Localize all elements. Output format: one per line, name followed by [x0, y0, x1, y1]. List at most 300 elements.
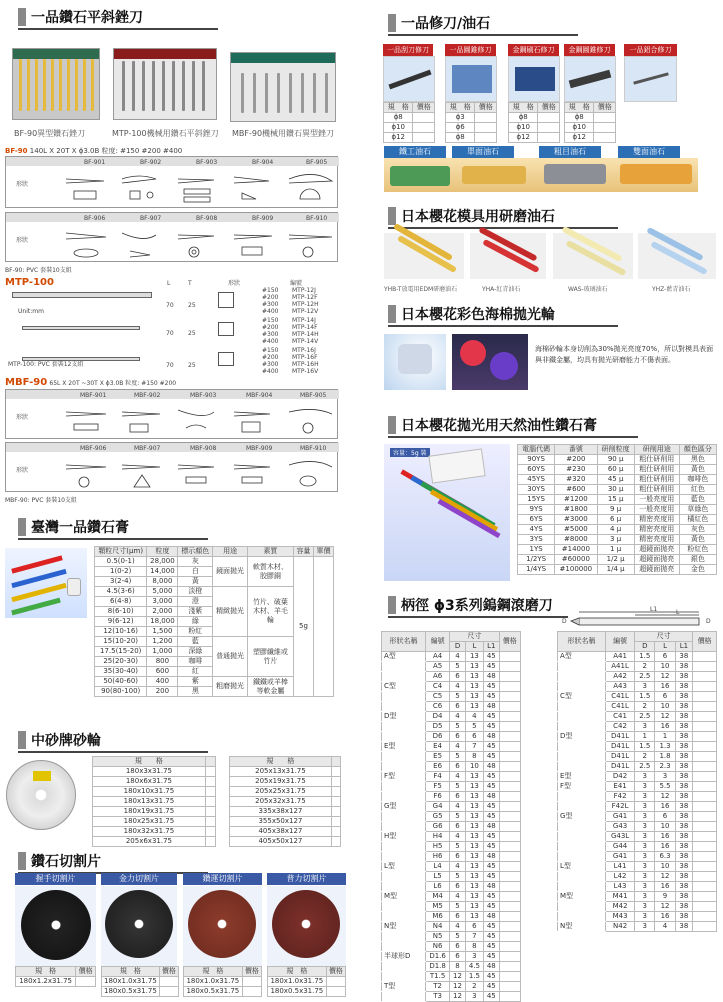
cell: 13 [465, 702, 483, 712]
table-row [558, 812, 717, 822]
cell: 12 [655, 712, 675, 722]
cell: 6 [450, 672, 466, 682]
cell: 45 [483, 712, 499, 722]
cell: D1.6 [426, 952, 450, 962]
cell: 4 [655, 922, 675, 932]
price-cell [499, 812, 520, 822]
th-D: D [635, 642, 655, 652]
mtp-col-shape: 形狀 [228, 280, 241, 287]
shape-name [558, 682, 606, 692]
cell: 13 [465, 812, 483, 822]
th-price: 價格 [242, 967, 261, 977]
price-cell [499, 842, 520, 852]
th-spec: 規 格 [102, 967, 160, 977]
bf90-caption: BF-90異型鑽石銼刀 [14, 129, 86, 138]
cell: 金色 [679, 565, 716, 575]
sponge-wheel-image-1 [384, 334, 446, 390]
cell: 4YS [518, 525, 555, 535]
table-row [558, 742, 717, 752]
cell: E4 [426, 742, 450, 752]
mtp-row2-codes: MTP-14J MTP-14F MTP-14H MTP-14V [292, 317, 319, 345]
table-row [382, 872, 521, 882]
cell: 38 [675, 922, 692, 932]
cell: M43 [606, 912, 635, 922]
cell: D5 [426, 722, 450, 732]
table-row [565, 123, 616, 133]
price-cell [693, 762, 717, 772]
shape-name [382, 692, 426, 702]
cell: 5 [450, 902, 466, 912]
table-row [95, 557, 334, 567]
table-row [382, 862, 521, 872]
shape-name [558, 762, 606, 772]
cell: #3000 [555, 515, 597, 525]
mtp-row2-profile [218, 322, 234, 336]
wheel-spec: 180x3x31.75 [93, 767, 206, 777]
cell: 0.5(0-1) [95, 557, 147, 567]
cell: 深綠 [178, 647, 213, 657]
cell: 10 [655, 822, 675, 832]
cell: 6(4-8) [95, 597, 147, 607]
table-row [382, 802, 521, 812]
scraper-tab-3: 金鋼刷石修刀 [508, 44, 559, 56]
th-price: 價格 [594, 103, 616, 113]
cell: 5 [450, 782, 466, 792]
cell: 5 [450, 932, 466, 942]
price-cell [499, 742, 520, 752]
cell: 16 [655, 912, 675, 922]
cell: N6 [426, 942, 450, 952]
cell: 1.5 [635, 692, 655, 702]
price-cell [499, 722, 520, 732]
cell: 4 [450, 742, 466, 752]
cell: 13 [465, 772, 483, 782]
cell: 3 [465, 952, 483, 962]
cell: 6 [655, 652, 675, 662]
table-row [558, 672, 717, 682]
cell: 粗仕研削用 [634, 485, 679, 495]
cell: 12 [450, 972, 466, 982]
shape-name: G型 [558, 812, 606, 822]
section-title-tw-paste: 臺灣一品鑽石膏 [18, 516, 208, 538]
table-row [558, 712, 717, 722]
cell: #100000 [555, 565, 597, 575]
cell: 3 [635, 722, 655, 732]
cell: #230 [555, 465, 597, 475]
cell: 黑 [178, 687, 213, 697]
table-row [382, 832, 521, 842]
cell: 4 [450, 682, 466, 692]
cell: 13 [465, 662, 483, 672]
bf90-note: BF-90: PVC 套裝10支組 [5, 267, 72, 274]
cell: 灰 [178, 557, 213, 567]
cell: L43 [606, 882, 635, 892]
wheel-spec: 180x6x31.75 [93, 777, 206, 787]
th-price: 價格 [76, 967, 96, 977]
price-cell [499, 962, 520, 972]
table-row [382, 732, 521, 742]
cell: 38 [675, 802, 692, 812]
cell: 3 [635, 822, 655, 832]
shape-name [382, 782, 426, 792]
cutting-img-3-bg [183, 886, 262, 966]
cell: A5 [426, 662, 450, 672]
table-row [558, 772, 717, 782]
price-cell [499, 992, 520, 1002]
cutting-spec-value: 180x0.5x31.75 [184, 987, 243, 997]
cell: 38 [675, 892, 692, 902]
cell: 45 [483, 972, 499, 982]
cell: 16 [655, 832, 675, 842]
price-cell [205, 807, 215, 817]
cell: 48 [483, 672, 499, 682]
table-row [382, 842, 521, 852]
cell: A4 [426, 652, 450, 662]
price-cell [693, 882, 717, 892]
cell: G43L [606, 832, 635, 842]
wheel-spec: 180x19x31.75 [93, 807, 206, 817]
shape-name: M型 [382, 892, 426, 902]
cutting-disc-3 [188, 890, 256, 958]
cell: 9YS [518, 505, 555, 515]
cell: 3 [635, 872, 655, 882]
scraper-spec: ϕ8 [384, 113, 413, 123]
cell: 15(10-20) [95, 637, 147, 647]
th-size: 尺寸 [450, 632, 499, 642]
cell: 60 μ [597, 465, 634, 475]
price-cell [594, 113, 616, 123]
scraper-spec-4 [564, 102, 616, 143]
mbf908-label: MBF-908 [190, 445, 217, 452]
cell: 藍 [178, 637, 213, 647]
price-cell [499, 902, 520, 912]
price-cell [499, 822, 520, 832]
cell: 38 [675, 852, 692, 862]
cell: 6 [450, 702, 466, 712]
cutting-spec-value: 180x0.5x31.75 [268, 987, 327, 997]
th-size: 顆粒尺寸(μm) [95, 547, 147, 557]
burr-table-left [381, 631, 521, 1002]
cell: 30YS [518, 485, 555, 495]
shape-name [558, 742, 606, 752]
mtp100-pouch-image [113, 48, 217, 120]
wheel-spec: 335x38x127 [230, 807, 332, 817]
cell: 超鏡面拋亮 [634, 545, 679, 555]
cell: 1.5 [635, 652, 655, 662]
cell: 6 [450, 882, 466, 892]
cell: 銀色 [679, 555, 716, 565]
shape-name: C型 [382, 682, 426, 692]
cell: 9 μ [597, 505, 634, 515]
cell: 2 [635, 752, 655, 762]
cell: T2 [426, 982, 450, 992]
cell: C41 [606, 712, 635, 722]
wheel-spec: 180x25x31.75 [93, 817, 206, 827]
th-spec: 規 格 [384, 103, 413, 113]
table-row [93, 827, 216, 837]
mtp-file-drawing-1 [12, 292, 152, 298]
shape-name [382, 842, 426, 852]
section-title-scrapers: 一品修刀/油石 [388, 12, 578, 34]
cell: 38 [675, 682, 692, 692]
th-code: 編號 [426, 632, 450, 652]
section-title-wheel: 中砂牌砂輪 [18, 729, 208, 751]
shape-name: D型 [558, 732, 606, 742]
shape-name [382, 672, 426, 682]
cell: 4 [450, 772, 466, 782]
mbf904-label: MBF-904 [246, 392, 273, 399]
bf908-label: BF-908 [196, 215, 218, 222]
table-row [382, 882, 521, 892]
capacity-cell: 5g [293, 557, 313, 697]
scraper-spec: ϕ8 [446, 133, 475, 143]
cell: 48 [483, 702, 499, 712]
mtp-col-L: L [167, 280, 171, 287]
table-row [382, 972, 521, 982]
yhz-stones-image [638, 233, 716, 279]
cell: 45 [483, 862, 499, 872]
cell: G6 [426, 822, 450, 832]
cell: 一般亮度用 [634, 505, 679, 515]
price-cell [693, 742, 717, 752]
oil-stones-image [384, 158, 698, 192]
cell: 38 [675, 662, 692, 672]
cell: D41L [606, 762, 635, 772]
section-title-burr: 柄徑 ϕ3系列鎢鋼滾磨刀 [388, 594, 568, 616]
table-row [565, 113, 616, 123]
shape-name [382, 852, 426, 862]
cell: 45 [483, 992, 499, 1002]
cell: F5 [426, 782, 450, 792]
price-cell [413, 133, 435, 143]
cell: D41L [606, 732, 635, 742]
cell: 13 [465, 802, 483, 812]
table-row [384, 113, 435, 123]
mtp-row3-codes: MTP-16J MTP-16F MTP-16H MTP-16V [292, 347, 319, 375]
cell: 45 [483, 782, 499, 792]
table-row [558, 702, 717, 712]
table-row [230, 817, 341, 827]
scraper-spec: ϕ3 [446, 113, 475, 123]
mtp-row1-L: 70 [166, 302, 174, 309]
cell: E5 [426, 752, 450, 762]
cutting-spec-2 [101, 966, 179, 997]
wheel-th-spec: 規 格 [230, 757, 332, 767]
cell: 3 [635, 792, 655, 802]
table-row [382, 682, 521, 692]
cell: 咖啡色 [679, 475, 716, 485]
bf906-label: BF-906 [84, 215, 106, 222]
cell: H4 [426, 832, 450, 842]
th-color: 標示顏色 [178, 547, 213, 557]
cell: 1,200 [147, 637, 178, 647]
cutting-spec-value: 180x1.2x31.75 [16, 977, 76, 987]
cell: 粉紅 [178, 627, 213, 637]
mtp-row3-grits: #150 #200 #300 #400 [262, 347, 279, 375]
cell: E41 [606, 782, 635, 792]
cell: 38 [675, 872, 692, 882]
cell: 45 [483, 982, 499, 992]
shape-name [382, 812, 426, 822]
cell: 12 [655, 872, 675, 882]
price-cell [499, 682, 520, 692]
table-row [382, 722, 521, 732]
mbf906-label: MBF-906 [80, 445, 107, 452]
cell: 45 [483, 772, 499, 782]
table-row [382, 812, 521, 822]
shape-name: A型 [382, 652, 426, 662]
cell: 48 [483, 912, 499, 922]
cell: T3 [426, 992, 450, 1002]
bf901-label: BF-901 [84, 159, 106, 166]
cell: 4 [450, 712, 466, 722]
cell: 2,000 [147, 607, 178, 617]
price-cell [538, 113, 560, 123]
cell: D41L [606, 752, 635, 762]
cell: 6 [465, 922, 483, 932]
cell: 1/2YS [518, 555, 555, 565]
table-row [382, 942, 521, 952]
cell: 8 [450, 962, 466, 972]
price-cell [499, 942, 520, 952]
price-cell [413, 113, 435, 123]
table-row [518, 535, 717, 545]
mbf901-label: MBF-901 [80, 392, 107, 399]
cell: 45YS [518, 475, 555, 485]
cell: 30 μ [597, 485, 634, 495]
cell: 黃色 [679, 465, 716, 475]
shape-name: M型 [558, 892, 606, 902]
mtp-file-drawing-2 [22, 326, 140, 330]
mbf907-label: MBF-907 [134, 445, 161, 452]
cell: 38 [675, 752, 692, 762]
stone-tab-2: 單面油石 [452, 146, 514, 158]
section-title-cutting: 鑽石切割片 [18, 850, 208, 872]
cell: 3 [635, 912, 655, 922]
th-number: 番號 [555, 445, 597, 455]
scraper-spec: ϕ8 [509, 113, 538, 123]
mtp-row2-L: 70 [166, 330, 174, 337]
table-row [518, 515, 717, 525]
cell: 6 [450, 952, 466, 962]
price-cell [331, 777, 340, 787]
price-cell [331, 817, 340, 827]
price-cell [538, 123, 560, 133]
cell: #14000 [555, 545, 597, 555]
scraper-spec: ϕ6 [446, 123, 475, 133]
cutting-tab-4: 普力切割片 [267, 873, 346, 885]
cell: D4 [426, 712, 450, 722]
cell: 8,000 [147, 577, 178, 587]
shape-name [558, 662, 606, 672]
th-spec: 規 格 [16, 967, 76, 977]
cell: 1 μ [597, 545, 634, 555]
price-cell [499, 792, 520, 802]
cell: 2 [635, 662, 655, 672]
mbf903-label: MBF-903 [190, 392, 217, 399]
bf910-label: BF-910 [306, 215, 328, 222]
cell: 45 [483, 872, 499, 882]
cell: 38 [675, 782, 692, 792]
mbf90-note: MBF-90: PVC 套裝10支組 [5, 497, 77, 504]
price-cell [693, 812, 717, 822]
shape-name [558, 832, 606, 842]
cell: 4 μ [597, 525, 634, 535]
th-price: 價格 [538, 103, 560, 113]
table-row [558, 782, 717, 792]
cell: N4 [426, 922, 450, 932]
cell: #600 [555, 485, 597, 495]
jp-paste-image [384, 444, 510, 581]
scraper-tab-1: 一品刮刀修刀 [383, 44, 433, 56]
table-row [230, 767, 341, 777]
th-price: 價格 [475, 103, 497, 113]
scraper-spec: ϕ12 [509, 133, 538, 143]
cell: 45 [483, 662, 499, 672]
table-row [230, 797, 341, 807]
cell: 13 [465, 862, 483, 872]
price-cell [693, 792, 717, 802]
shape-name [382, 872, 426, 882]
cell: #60000 [555, 555, 597, 565]
price-cell [205, 837, 215, 847]
cell: 13 [465, 912, 483, 922]
scraper-spec: ϕ10 [384, 123, 413, 133]
th-spec: 規 格 [446, 103, 475, 113]
stone-tab-1: 鐵工油石 [384, 146, 446, 158]
th-spec: 規 格 [565, 103, 594, 113]
price-cell [475, 133, 497, 143]
mbf910-label: MBF-910 [300, 445, 327, 452]
table-row [558, 792, 717, 802]
scraper-spec-1 [383, 102, 435, 143]
cell: 13 [465, 682, 483, 692]
cell: 9 [655, 892, 675, 902]
yha-caption: YHA-紅青油石 [482, 286, 521, 293]
price-cell [693, 702, 717, 712]
scraper-tab-5: 一品鋁合修刀 [624, 44, 677, 56]
cell: 10 [655, 662, 675, 672]
price-cell [594, 133, 616, 143]
mbf90-grid-row1 [5, 389, 338, 439]
cell: 38 [675, 792, 692, 802]
cell: M5 [426, 902, 450, 912]
cutting-spec-1 [15, 966, 96, 987]
table-row [518, 525, 717, 535]
cell: 粉紅色 [679, 545, 716, 555]
table-row [558, 662, 717, 672]
cell: 4 [450, 922, 466, 932]
cell: 13 [465, 822, 483, 832]
shape-name: L型 [382, 862, 426, 872]
shape-label: 形狀 [16, 414, 29, 421]
yhz-caption: YHZ-藍青油石 [652, 286, 691, 293]
section-title-sponge: 日本櫻花彩色海棉拋光輪 [388, 303, 618, 325]
cell: 90(80-100) [95, 687, 147, 697]
use-cell: 粗磨拋光 [213, 677, 248, 697]
cell: C41L [606, 702, 635, 712]
table-row [382, 992, 521, 1002]
table-row [230, 777, 341, 787]
bf90-pouch-image [12, 48, 100, 120]
cell: 5 [450, 662, 466, 672]
cell: 16 [655, 882, 675, 892]
cell: 6 [655, 692, 675, 702]
cell: G5 [426, 812, 450, 822]
price-cell [499, 882, 520, 892]
cell: F4 [426, 772, 450, 782]
th-size: 尺寸 [635, 632, 693, 642]
